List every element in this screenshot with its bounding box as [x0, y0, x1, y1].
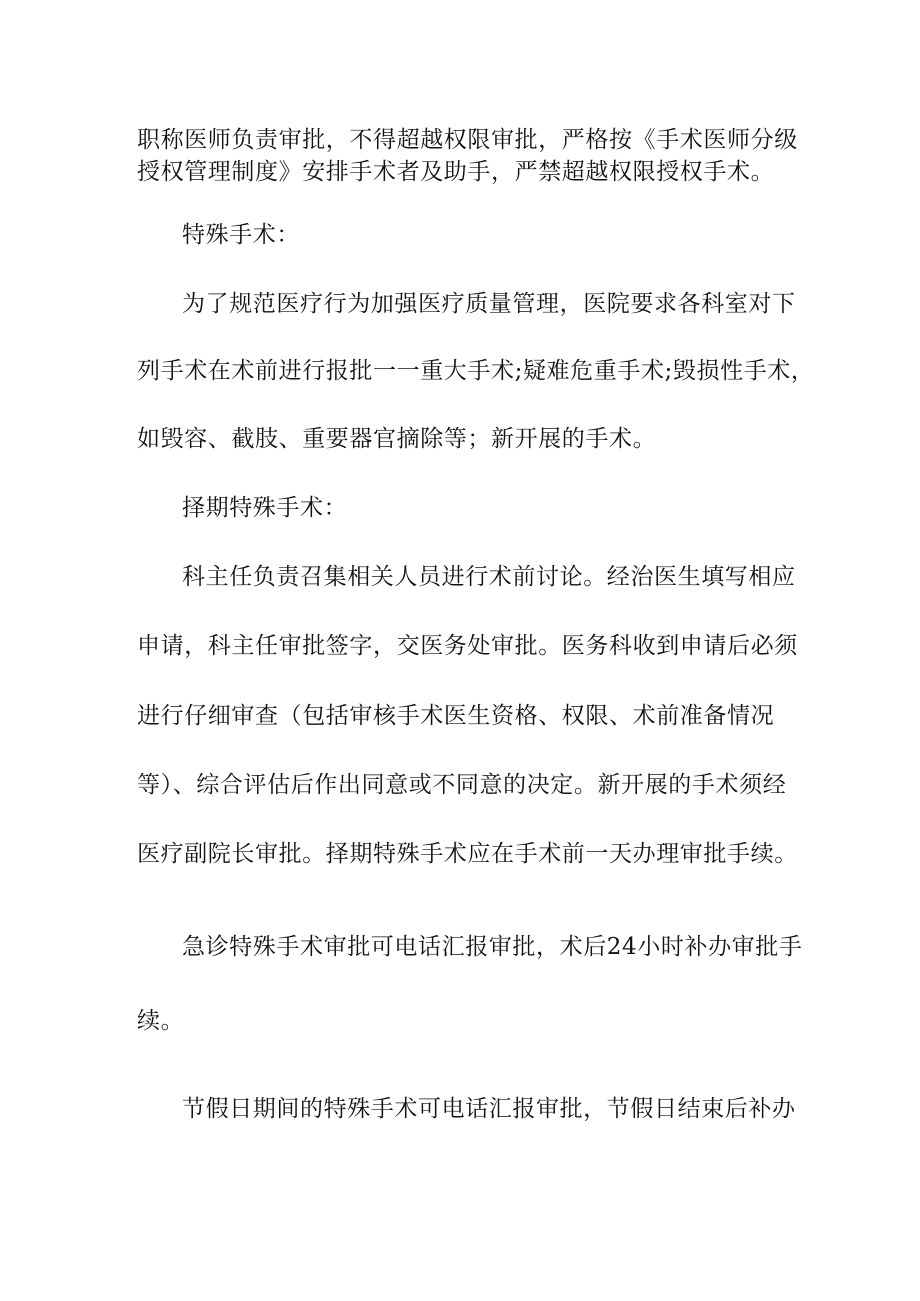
text-line: 职称医师负责审批，不得超越权限审批，严格按《手术医师分级 [137, 127, 798, 153]
text-line: 医疗副院长审批。择期特殊手术应在手术前一天办理审批手续。 [137, 841, 798, 867]
text-line: 列手术在术前进行报批一一重大手术;疑难危重手术;毁损性手术， [137, 358, 815, 384]
text-line: 为了规范医疗行为加强医疗质量管理，医院要求各科室对下 [182, 291, 796, 317]
text-line: 急诊特殊手术审批可电话汇报审批，术后24小时补办审批手 [182, 934, 803, 960]
text-line: 进行仔细审查（包括审核手术医生资格、权限、术前准备情况 [137, 703, 775, 729]
text-line: 授权管理制度》安排手术者及助手，严禁超越权限授权手术。 [137, 159, 775, 185]
text-line: 申请，科主任审批签字，交医务处审批。医务科收到申请后必须 [137, 633, 798, 659]
text-line: 等）、综合评估后作出同意或不同意的决定。新开展的手术须经 [137, 772, 787, 798]
text-line: 续。 [137, 1008, 185, 1034]
text-line: 科主任负责召集相关人员进行术前讨论。经治医生填写相应 [182, 564, 796, 590]
text-line: 节假日期间的特殊手术可电话汇报审批，节假日结束后补办 [182, 1096, 796, 1122]
section-heading: 择期特殊手术： [182, 495, 348, 521]
text-line: 如毁容、截肢、重要器官摘除等；新开展的手术。 [137, 426, 657, 452]
section-heading: 特殊手术： [182, 222, 300, 248]
